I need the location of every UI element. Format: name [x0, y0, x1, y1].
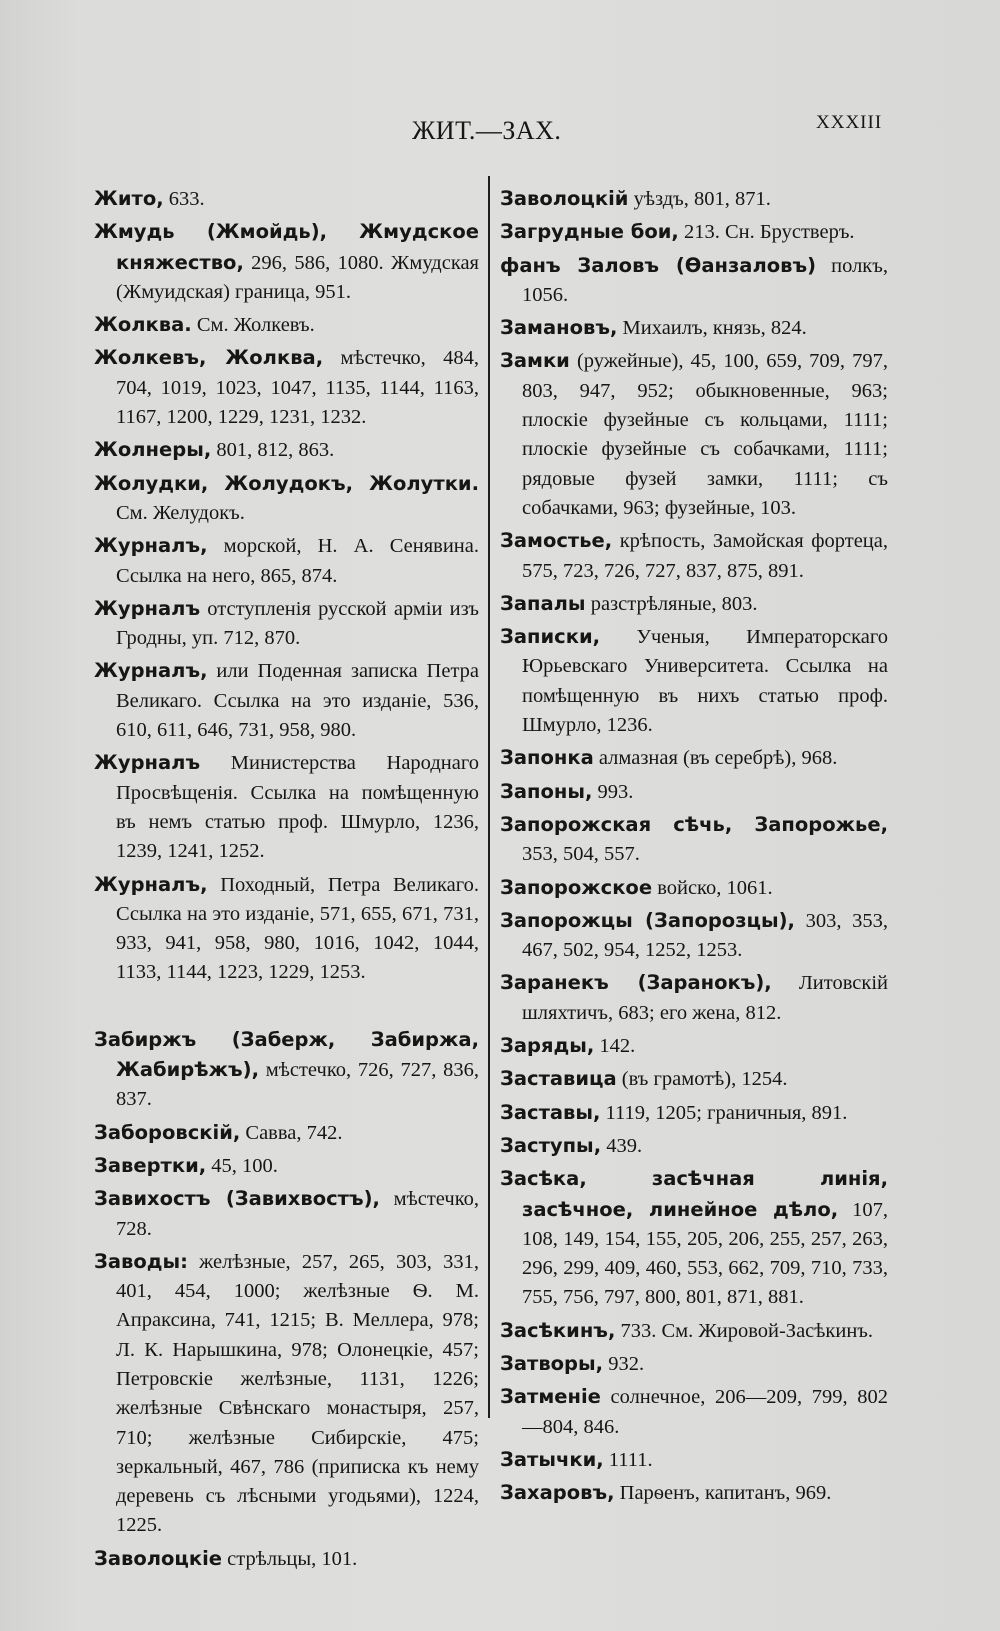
- index-entry: [500, 873, 888, 903]
- index-references: 142.: [594, 1035, 636, 1058]
- index-entry: [500, 217, 888, 247]
- index-references: Ученыя, Императорскаго Юрьевскаго Университета. Ссылка на помѣщенную въ нихъ статью проф. Шмурло, 1236.: [522, 626, 888, 737]
- index-headword: Запоны,: [500, 779, 593, 803]
- column-divider: [488, 176, 490, 1418]
- index-entry: [94, 1184, 479, 1244]
- index-headword: Жолкевъ, Жолква,: [94, 346, 324, 370]
- index-entry: [500, 743, 888, 773]
- index-references: мѣстечко, 484, 704, 1019, 1023, 1047, 1135, 1144, 1163, 1167, 1200, 1229, 1231, 1232.: [116, 347, 480, 429]
- index-entry: [94, 343, 479, 432]
- index-references: желѣзные, 257, 265, 303, 331, 401, 454, 1000; желѣзные Ѳ. М. Апраксина, 741, 1215; В. Меллера, 978; Л. К. Нарышкина, 978; Олонецкіе, 457; Петровскіе желѣзные, 1131, 1226; желѣзные Свѣнскаго монастыря, 257, 710; желѣзные Сибирскіе, 475; зеркальный, 467, 786 (приписка къ нему деревень съ лѣсными угодьями), 1224, 1225.: [116, 1250, 479, 1537]
- index-entry: [94, 217, 479, 307]
- index-headword: Затычки,: [500, 1447, 604, 1471]
- section-gap: [94, 991, 479, 1025]
- index-headword: Заступы,: [500, 1133, 602, 1157]
- index-headword: Затворы,: [500, 1351, 604, 1375]
- index-entry: [500, 1131, 888, 1161]
- index-headword: Журналъ,: [94, 872, 208, 896]
- index-headword: Замостье,: [500, 529, 613, 553]
- index-headword: Замановъ,: [500, 316, 618, 340]
- index-entry: [94, 469, 479, 529]
- index-headword: Журналъ,: [94, 659, 208, 683]
- index-headword: Журналъ: [94, 751, 201, 775]
- index-entry: [500, 622, 888, 740]
- index-headword: Загрудные бои,: [500, 220, 679, 244]
- index-headword: Запорожское: [500, 875, 653, 899]
- index-entry: [94, 435, 479, 465]
- index-headword: Запонка: [500, 746, 594, 770]
- index-headword: Завихостъ (Завихвостъ),: [94, 1187, 380, 1211]
- index-headword: фанъ Заловъ (Ѳанзаловъ): [500, 253, 817, 277]
- index-headword: Заряды,: [500, 1034, 595, 1058]
- index-entry: [500, 1478, 888, 1508]
- index-references: 932.: [603, 1352, 645, 1375]
- index-references: 353, 504, 557.: [522, 843, 640, 866]
- index-references: (ружейные), 45, 100, 659, 709, 797, 803, 947, 952; обыкновенные, 963; плоскіе фузейные съ кольцами, 1111; плоскіе фузейные съ собачками, 1111; рядовые фузей замки, 1111; съ собачками, 963; фузейные, 103.: [522, 350, 888, 519]
- index-headword: Захаровъ,: [500, 1481, 615, 1505]
- index-entry: [500, 1098, 888, 1128]
- index-references: 993.: [592, 780, 634, 803]
- index-entry: [94, 310, 479, 340]
- index-entry: [500, 968, 888, 1028]
- index-references: 801, 812, 863.: [211, 439, 335, 462]
- index-references: Походный, Петра Великаго. Ссылка на это изданіе, 571, 655, 671, 731, 933, 941, 958, 980, 1016, 1042, 1044, 1133, 1144, 1223, 1229, 1253.: [116, 873, 479, 984]
- index-headword: Заранекъ (Заранокъ),: [500, 971, 772, 995]
- index-headword: Затменіе: [500, 1385, 601, 1409]
- index-references: войско, 1061.: [652, 876, 773, 899]
- index-entry: [500, 589, 888, 619]
- index-references: солнечное, 206—209, 799, 802—804, 846.: [522, 1386, 888, 1438]
- page-number: XXXIII: [816, 112, 883, 133]
- index-headword: Журналъ,: [94, 534, 208, 558]
- index-entry: [500, 526, 888, 586]
- index-references: мѣстечко, 726, 727, 836, 837.: [116, 1059, 479, 1111]
- index-references: отступленія русской арміи изъ Гродны, уп. 712, 870.: [116, 597, 479, 650]
- index-references: мѣстечко, 728.: [116, 1188, 480, 1240]
- index-entry: [94, 531, 479, 591]
- index-entry: [94, 1544, 479, 1574]
- index-references: 45, 100.: [206, 1154, 278, 1177]
- index-references: разстрѣляные, 803.: [585, 592, 758, 615]
- index-headword: Жмудь (Жмойдь), Жмудское княжество,: [94, 220, 479, 274]
- index-headword: Заборовскій,: [94, 1120, 241, 1144]
- index-references: 439.: [601, 1134, 643, 1157]
- index-entry: [94, 1151, 479, 1181]
- index-references: Парѳенъ, капитанъ, 969.: [614, 1482, 832, 1505]
- index-entry: [500, 1445, 888, 1475]
- index-references: 107, 108, 149, 154, 155, 205, 206, 255, 257, 263, 296, 299, 409, 460, 553, 662, 709, 710, 733, 755, 756, 797, 800, 801, 871, 881.: [522, 1198, 889, 1309]
- index-entry: [500, 346, 888, 523]
- index-headword: Забиржъ (Заберж, Забиржа, Жабирѣжъ),: [94, 1027, 479, 1082]
- index-entry: [94, 870, 479, 988]
- index-references: уѣздъ, 801, 871.: [628, 188, 771, 210]
- index-headword: Жолнеры,: [94, 438, 212, 462]
- index-references: См. Жолкевъ.: [191, 314, 315, 337]
- index-headword: Заводы:: [94, 1249, 188, 1273]
- index-entry: [94, 594, 479, 654]
- index-references: 296, 586, 1080. Жмудская (Жмуидская) граница, 951.: [116, 251, 479, 303]
- index-references: алмазная (въ серебрѣ), 968.: [593, 747, 838, 770]
- index-headword: Жолква.: [94, 313, 192, 337]
- running-head: [0, 112, 1000, 152]
- page-title: ЖИТ.—ЗАХ.: [412, 116, 562, 145]
- index-references: полкъ, 1056.: [522, 254, 888, 306]
- index-entry: [94, 1118, 479, 1148]
- index-references: Михаилъ, князь, 824.: [617, 317, 807, 340]
- index-entry: [500, 906, 888, 966]
- index-references: 213. Сн. Брустверъ.: [678, 221, 855, 244]
- index-entry: [94, 1025, 479, 1115]
- index-headword: Запорожская сѣчь, Запорожье,: [500, 812, 888, 836]
- index-references: Литовскій шляхтичъ, 683; его жена, 812.: [522, 972, 888, 1024]
- index-headword: Журналъ: [94, 596, 201, 620]
- index-references: морской, Н. А. Сенявина. Ссылка на него, 865, 874.: [116, 535, 479, 587]
- index-entry: [94, 748, 479, 866]
- index-headword: Заволоцкій: [500, 187, 629, 210]
- index-headword: Записки,: [500, 625, 601, 649]
- index-headword: Засѣка, засѣчная линія, засѣчное, линейное дѣло,: [500, 1167, 888, 1221]
- index-headword: Засѣкинъ,: [500, 1318, 616, 1342]
- index-entry: [500, 1316, 888, 1346]
- index-references: 1111.: [603, 1448, 653, 1471]
- index-entry: [94, 1247, 479, 1541]
- index-entry: [500, 184, 888, 214]
- index-headword: Жолудки, Жолудокъ, Жолутки.: [94, 471, 479, 495]
- index-references: 633.: [163, 188, 205, 210]
- index-headword: Запорожцы (Запорозцы),: [500, 908, 795, 932]
- index-references: 1119, 1205; граничныя, 891.: [600, 1101, 848, 1124]
- index-headword: Заволоцкіе: [94, 1546, 223, 1570]
- index-headword: Завертки,: [94, 1153, 207, 1177]
- index-entry: [500, 777, 888, 807]
- index-references: См. Желудокъ.: [116, 501, 245, 524]
- index-headword: Запалы: [500, 591, 586, 615]
- index-column-left: [94, 184, 479, 1577]
- index-references: или Поденная записка Петра Великаго. Ссылка на это изданіе, 536, 610, 611, 646, 731, 958, 980.: [116, 660, 479, 742]
- index-references: 303, 353, 467, 502, 954, 1252, 1253.: [522, 909, 888, 962]
- index-entry: [500, 313, 888, 343]
- index-entry: [500, 1382, 888, 1442]
- index-references: 733. См. Жировой-Засѣкинъ.: [615, 1319, 874, 1342]
- index-entry: [500, 251, 888, 311]
- index-entry: [500, 1164, 888, 1312]
- index-entry: [500, 810, 888, 870]
- index-entry: [500, 1064, 888, 1094]
- index-references: Министерства Народнаго Просвѣщенія. Ссылка на помѣщенную въ немъ статью проф. Шмурло, 1236, 1239, 1241, 1252.: [116, 752, 479, 863]
- index-headword: Заставы,: [500, 1100, 601, 1124]
- index-references: (въ грамотѣ), 1254.: [616, 1068, 788, 1091]
- index-references: Савва, 742.: [240, 1121, 343, 1144]
- index-headword: Заставица: [500, 1067, 617, 1091]
- index-headword: Замки: [500, 349, 570, 373]
- index-column-right: [500, 184, 888, 1511]
- index-references: стрѣльцы, 101.: [222, 1547, 358, 1570]
- index-entry: [94, 656, 479, 745]
- index-headword: Жито,: [94, 187, 164, 210]
- index-entry: [500, 1349, 888, 1379]
- index-entry: [94, 184, 479, 214]
- index-references: крѣпость, Замойская фортеца, 575, 723, 726, 727, 837, 875, 891.: [522, 530, 888, 582]
- index-entry: [500, 1031, 888, 1061]
